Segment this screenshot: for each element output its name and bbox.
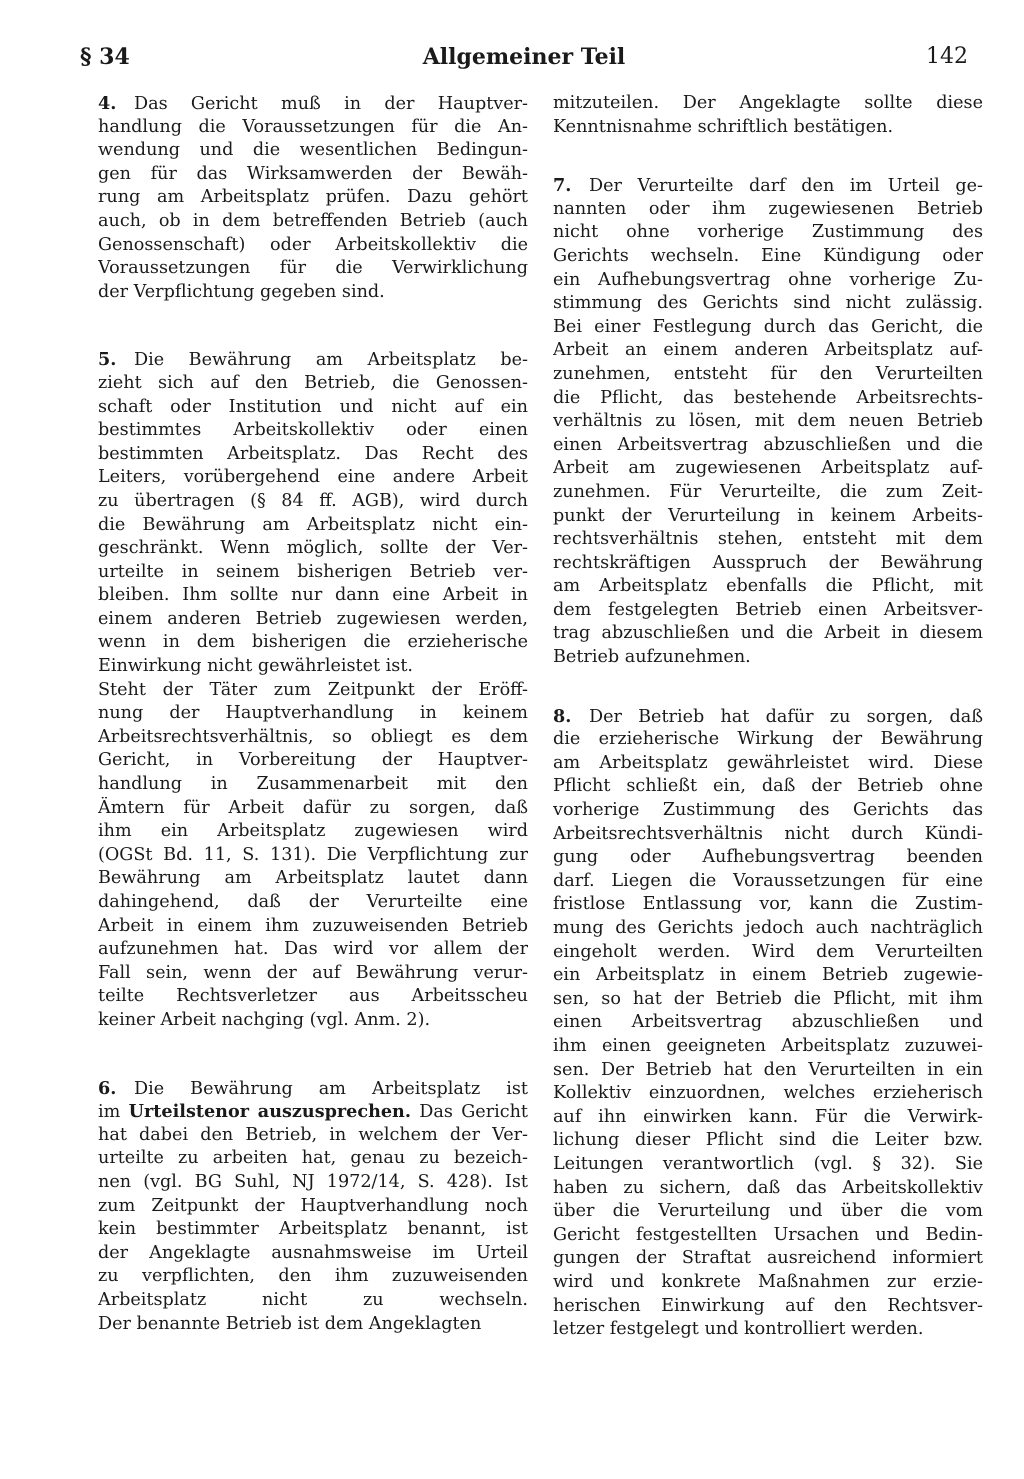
text-line: Bewährung am Arbeitsplatz lautet dann bbox=[98, 868, 528, 889]
text-line: rechtsverhältnis stehen, entsteht mit dem bbox=[553, 529, 983, 550]
text-line: teilte Rechtsverletzer aus Arbeitsscheu bbox=[98, 986, 528, 1007]
text-line: über die Verurteilung und über die vom bbox=[553, 1201, 983, 1222]
text-line: bleiben. Ihm sollte nur dann eine Arbeit in bbox=[98, 585, 528, 606]
text-line: zu verpflichten, den ihm zuzuweisenden bbox=[98, 1266, 528, 1287]
text-line: lichung dieser Pflicht sind die Leiter bzw. bbox=[553, 1130, 983, 1151]
text-line: wird und konkrete Maßnahmen zur erzie- bbox=[553, 1271, 983, 1292]
text-line: fristlose Entlassung vor, kann die Zustim- bbox=[553, 894, 983, 915]
text-line: keiner Arbeit nachging (vgl. Anm. 2). bbox=[98, 1009, 431, 1030]
text-line: Der benannte Betrieb ist dem Angeklagten bbox=[98, 1313, 482, 1334]
page-title: Allgemeiner Teil bbox=[422, 44, 626, 70]
annotation-number: 8. bbox=[553, 705, 572, 727]
text-line: einen Arbeitsvertrag abzuschließen und bbox=[553, 1012, 983, 1033]
right-column bbox=[553, 92, 983, 1342]
text-line: urteilte in seinem bisherigen Betrieb ver- bbox=[98, 561, 528, 582]
text-line: der Verpflichtung gegeben sind. bbox=[98, 281, 385, 302]
text-line: zunehmen. Für Verurteilte, die zum Zeit- bbox=[553, 481, 983, 502]
text-line: nen (vgl. BG Suhl, NJ 1972/14, S. 428). Ist bbox=[98, 1171, 528, 1192]
text-line: Steht der Täter zum Zeitpunkt der Eröff- bbox=[98, 679, 528, 700]
text-line: zieht sich auf den Betrieb, die Genossen- bbox=[98, 372, 528, 393]
text-line: ein Arbeitsplatz in einem Betrieb zugewie- bbox=[553, 965, 983, 986]
text-line: ein Aufhebungsvertrag ohne vorherige Zu- bbox=[553, 269, 983, 290]
text-line: Arbeit am zugewiesenen Arbeitsplatz auf- bbox=[553, 458, 983, 479]
text-line: rung am Arbeitsplatz prüfen. Dazu gehört bbox=[98, 187, 528, 208]
text-line: Betrieb aufzunehmen. bbox=[553, 647, 751, 668]
section-number: § 34 bbox=[80, 44, 130, 70]
paragraph-gap bbox=[553, 670, 983, 705]
text-line: geschränkt. Wenn möglich, sollte der Ver- bbox=[98, 538, 528, 559]
text-line: auf ihn einwirken kann. Für die Verwirk- bbox=[553, 1106, 983, 1127]
text-line: Bei einer Festlegung durch das Gericht, die bbox=[553, 316, 983, 337]
text-line: nicht ohne vorherige Zustimmung des bbox=[553, 222, 983, 243]
text-line: Arbeit in einem ihm zuzuweisenden Betrieb bbox=[98, 915, 528, 936]
text-line: eingeholt werden. Wird dem Verurteilten bbox=[553, 941, 983, 962]
text-line: (OGSt Bd. 11, S. 131). Die Verpflichtung zur bbox=[98, 844, 528, 865]
text-line: wendung und die wesentlichen Bedingun- bbox=[98, 140, 528, 161]
text-line: Leitungen verantwortlich (vgl. § 32). Sie bbox=[553, 1153, 983, 1174]
text-line: verhältnis zu lösen, mit dem neuen Betrieb bbox=[553, 411, 983, 432]
text-line: Arbeitsplatz nicht zu wechseln. bbox=[98, 1289, 528, 1310]
text-line: Arbeit an einem anderen Arbeitsplatz auf- bbox=[553, 340, 983, 361]
text-line: ihm ein Arbeitsplatz zugewiesen wird bbox=[98, 821, 528, 842]
text-line: nung der Hauptverhandlung in keinem bbox=[98, 703, 528, 724]
paragraph bbox=[553, 92, 983, 139]
text-line: einen Arbeitsvertrag abzuschließen und die bbox=[553, 434, 983, 455]
text-line: bestimmtes Arbeitskollektiv oder einen bbox=[98, 420, 528, 441]
text-line: Arbeitsrechtsverhältnis nicht durch Kündi- bbox=[553, 823, 983, 844]
text-line: Ämtern für Arbeit dafür zu sorgen, daß bbox=[98, 797, 528, 818]
paragraph bbox=[553, 705, 983, 1342]
text-line: zum Zeitpunkt der Hauptverhandlung noch bbox=[98, 1195, 528, 1216]
text-line: bestimmten Arbeitsplatz. Das Recht des bbox=[98, 443, 528, 464]
text-line: schaft oder Institution und nicht auf ein bbox=[98, 396, 528, 417]
text-line: Kollektiv einzuordnen, welches erzieherisch bbox=[553, 1083, 983, 1104]
text-line: 8. Der Betrieb hat dafür zu sorgen, daß bbox=[553, 705, 983, 727]
text-line: Pflicht schließt ein, daß der Betrieb ohne bbox=[553, 776, 983, 797]
text-line: gungen der Straftat ausreichend informiert bbox=[553, 1248, 983, 1269]
text-line: am Arbeitsplatz ebenfalls die Pflicht, mit bbox=[553, 576, 983, 597]
text-line: handlung in Zusammenarbeit mit den bbox=[98, 774, 528, 795]
paragraph bbox=[553, 174, 983, 669]
text-line: dem festgelegten Betrieb einen Arbeitsver- bbox=[553, 599, 983, 620]
text-line: ihm einen geeigneten Arbeitsplatz zuzuwei- bbox=[553, 1035, 983, 1056]
text-line: stimmung des Gerichts sind nicht zulässig. bbox=[553, 293, 983, 314]
text-line: rechtskräftigen Ausspruch der Bewährung bbox=[553, 552, 983, 573]
text-line: letzer festgelegt und kontrolliert werden. bbox=[553, 1319, 924, 1340]
text-line: auch, ob in dem betreffenden Betrieb (auch bbox=[98, 210, 528, 231]
left-column bbox=[98, 92, 528, 1336]
text-line: 5. Die Bewährung am Arbeitsplatz be- bbox=[98, 349, 528, 371]
text-line: darf. Liegen die Voraussetzungen für eine bbox=[553, 870, 983, 891]
text-line: am Arbeitsplatz gewährleistet wird. Diese bbox=[553, 752, 983, 773]
text-line: trag abzuschließen und die Arbeit in diesem bbox=[553, 623, 983, 644]
text-line: gung oder Aufhebungsvertrag beenden bbox=[553, 847, 983, 868]
text-line: die Bewährung am Arbeitsplatz nicht ein- bbox=[98, 514, 528, 535]
text-line: die Pflicht, das bestehende Arbeitsrechts- bbox=[553, 387, 983, 408]
paragraph-gap bbox=[98, 1033, 528, 1077]
text-line: haben zu sichern, daß das Arbeitskollektiv bbox=[553, 1177, 983, 1198]
paragraph bbox=[98, 348, 528, 1032]
text-line: Arbeitsrechtsverhältnis, so obliegt es dem bbox=[98, 726, 528, 747]
text-line: handlung die Voraussetzungen für die An- bbox=[98, 116, 528, 137]
text-line: Leiters, vorübergehend eine andere Arbeit bbox=[98, 467, 528, 488]
annotation-number: 5. bbox=[98, 349, 117, 371]
text-line: nannten oder ihm zugewiesenen Betrieb bbox=[553, 198, 983, 219]
text-line: vorherige Zustimmung des Gerichts das bbox=[553, 800, 983, 821]
text-line: sen. Der Betrieb hat den Verurteilten in ein bbox=[553, 1059, 983, 1080]
text-line: Kenntnisnahme schriftlich bestätigen. bbox=[553, 116, 894, 137]
text-line: zu übertragen (§ 84 ff. AGB), wird durch bbox=[98, 490, 528, 511]
annotation-number: 7. bbox=[553, 175, 572, 197]
text-line: der Angeklagte ausnahmsweise im Urteil bbox=[98, 1242, 528, 1263]
text-line: 4. Das Gericht muß in der Hauptver- bbox=[98, 93, 528, 114]
page-number: 142 bbox=[926, 44, 968, 69]
text-line: aufzunehmen hat. Das wird vor allem der bbox=[98, 939, 528, 960]
text-line: zunehmen, entsteht für den Verurteilten bbox=[553, 363, 983, 384]
text-line: punkt der Verurteilung in keinem Arbeits- bbox=[553, 505, 983, 526]
text-line: 6. Die Bewährung am Arbeitsplatz ist bbox=[98, 1077, 528, 1099]
text-line: Einwirkung nicht gewährleistet ist. bbox=[98, 656, 414, 677]
text-line: herischen Einwirkung auf den Rechtsver- bbox=[553, 1295, 983, 1316]
text-line: mitzuteilen. Der Angeklagte sollte diese bbox=[553, 93, 983, 113]
text-line: Genossenschaft) oder Arbeitskollektiv die bbox=[98, 234, 528, 255]
text-line: mung des Gerichts jedoch auch nachträglich bbox=[553, 918, 983, 938]
text-line: einem anderen Betrieb zugewiesen werden, bbox=[98, 608, 528, 629]
paragraph bbox=[98, 92, 528, 304]
text-line: gen für das Wirksamwerden der Bewäh- bbox=[98, 163, 528, 184]
text-line: Gericht, in Vorbereitung der Hauptver- bbox=[98, 750, 528, 771]
paragraph-gap bbox=[553, 139, 983, 174]
annotation-number: 4. bbox=[98, 93, 117, 114]
annotation-number: 6. bbox=[98, 1077, 117, 1099]
text-line: Fall sein, wenn der auf Bewährung verur- bbox=[98, 962, 528, 983]
paragraph-gap bbox=[98, 304, 528, 348]
text-line: Gericht festgestellten Ursachen und Bedin- bbox=[553, 1224, 983, 1245]
text-line: hat dabei den Betrieb, in welchem der Ver- bbox=[98, 1124, 528, 1145]
text-line: wenn in dem bisherigen die erzieherische bbox=[98, 632, 528, 653]
text-line: sen, so hat der Betrieb die Pflicht, mit ihm bbox=[553, 988, 983, 1009]
text-line: urteilte zu arbeiten hat, genau zu bezeich- bbox=[98, 1148, 528, 1169]
paragraph bbox=[98, 1077, 528, 1337]
text-line: 7. Der Verurteilte darf den im Urteil ge- bbox=[553, 175, 983, 197]
page-header bbox=[80, 44, 968, 78]
text-line: dahingehend, daß der Verurteilte eine bbox=[98, 892, 528, 912]
text-line: im Urteilstenor auszusprechen. Das Gericht bbox=[98, 1101, 528, 1123]
text-line: kein bestimmter Arbeitsplatz benannt, ist bbox=[98, 1219, 528, 1240]
text-line: Gerichts wechseln. Eine Kündigung oder bbox=[553, 245, 983, 266]
text-line: Voraussetzungen für die Verwirklichung bbox=[98, 258, 528, 279]
text-line: die erzieherische Wirkung der Bewährung bbox=[553, 729, 983, 750]
